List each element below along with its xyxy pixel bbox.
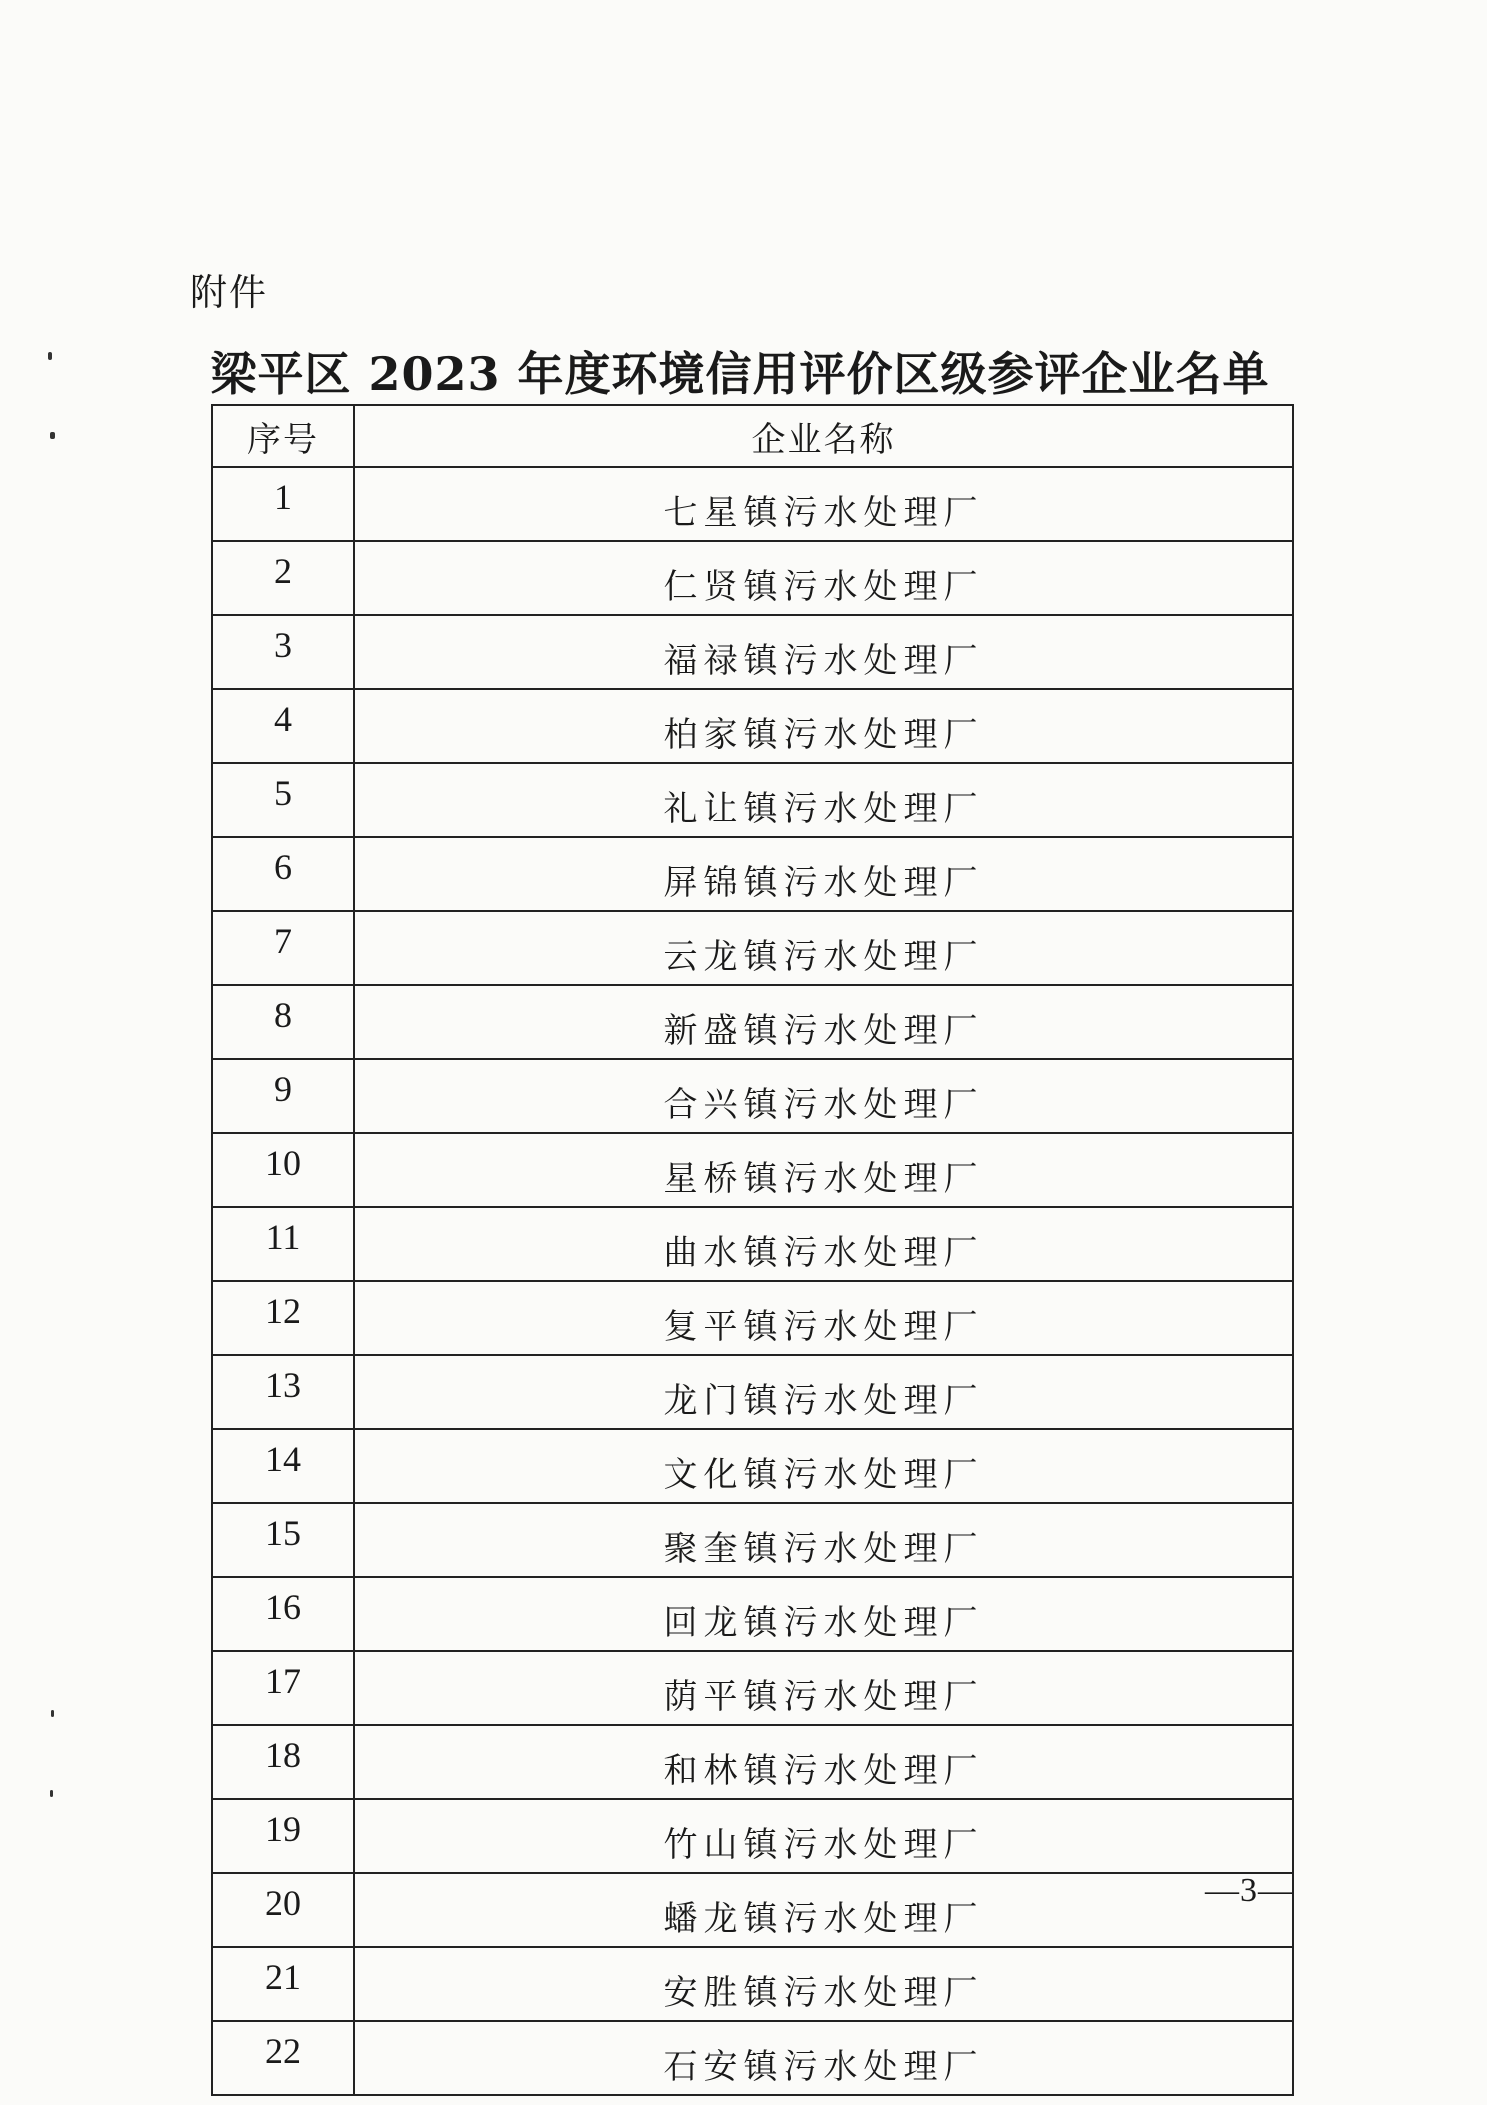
row-seq: 14 [212, 1429, 354, 1503]
table-row [212, 1281, 1293, 1355]
row-seq: 13 [212, 1355, 354, 1429]
table-row [212, 1133, 1293, 1207]
row-enterprise-name: 新盛镇污水处理厂 [354, 985, 1293, 1059]
row-seq: 18 [212, 1725, 354, 1799]
row-enterprise-name: 龙门镇污水处理厂 [354, 1355, 1293, 1429]
row-seq: 20 [212, 1873, 354, 1947]
table-row [212, 837, 1293, 911]
table-row [212, 1651, 1293, 1725]
row-enterprise-name: 回龙镇污水处理厂 [354, 1577, 1293, 1651]
table-row [212, 1207, 1293, 1281]
table-row [212, 689, 1293, 763]
row-seq: 15 [212, 1503, 354, 1577]
row-seq: 8 [212, 985, 354, 1059]
row-enterprise-name: 仁贤镇污水处理厂 [354, 541, 1293, 615]
table-body [212, 467, 1293, 2095]
row-seq: 22 [212, 2021, 354, 2095]
row-enterprise-name: 合兴镇污水处理厂 [354, 1059, 1293, 1133]
table-row [212, 467, 1293, 541]
scan-speck [51, 1710, 54, 1717]
scan-speck [50, 1790, 53, 1797]
scan-speck [48, 352, 52, 360]
scan-speck [50, 432, 55, 439]
table-row [212, 541, 1293, 615]
row-seq: 10 [212, 1133, 354, 1207]
row-enterprise-name: 云龙镇污水处理厂 [354, 911, 1293, 985]
row-seq: 12 [212, 1281, 354, 1355]
row-seq: 21 [212, 1947, 354, 2021]
row-enterprise-name: 福禄镇污水处理厂 [354, 615, 1293, 689]
attachment-label: 附件 [190, 271, 268, 314]
row-seq: 4 [212, 689, 354, 763]
table-row [212, 985, 1293, 1059]
row-enterprise-name: 礼让镇污水处理厂 [354, 763, 1293, 837]
table-row [212, 1947, 1293, 2021]
table-row [212, 2021, 1293, 2095]
header-enterprise-name: 企业名称 [354, 405, 1293, 467]
row-seq: 5 [212, 763, 354, 837]
table-row [212, 1355, 1293, 1429]
row-enterprise-name: 安胜镇污水处理厂 [354, 1947, 1293, 2021]
table-row [212, 1503, 1293, 1577]
row-seq: 2 [212, 541, 354, 615]
table-row [212, 1429, 1293, 1503]
row-enterprise-name: 文化镇污水处理厂 [354, 1429, 1293, 1503]
row-enterprise-name: 屏锦镇污水处理厂 [354, 837, 1293, 911]
table-row [212, 911, 1293, 985]
row-seq: 17 [212, 1651, 354, 1725]
table-header-row [212, 405, 1293, 467]
row-enterprise-name: 复平镇污水处理厂 [354, 1281, 1293, 1355]
table-row [212, 1725, 1293, 1799]
row-enterprise-name: 蟠龙镇污水处理厂 [354, 1873, 1293, 1947]
row-seq: 6 [212, 837, 354, 911]
row-enterprise-name: 和林镇污水处理厂 [354, 1725, 1293, 1799]
row-seq: 11 [212, 1207, 354, 1281]
row-enterprise-name: 七星镇污水处理厂 [354, 467, 1293, 541]
table-row [212, 1577, 1293, 1651]
row-seq: 3 [212, 615, 354, 689]
row-seq: 1 [212, 467, 354, 541]
row-seq: 16 [212, 1577, 354, 1651]
header-seq: 序号 [212, 405, 354, 467]
table-row [212, 763, 1293, 837]
row-seq: 9 [212, 1059, 354, 1133]
table-row [212, 1059, 1293, 1133]
row-enterprise-name: 曲水镇污水处理厂 [354, 1207, 1293, 1281]
row-enterprise-name: 聚奎镇污水处理厂 [354, 1503, 1293, 1577]
enterprise-list-table [211, 404, 1294, 2096]
row-seq: 7 [212, 911, 354, 985]
row-enterprise-name: 竹山镇污水处理厂 [354, 1799, 1293, 1873]
table-row [212, 1873, 1293, 1947]
row-enterprise-name: 柏家镇污水处理厂 [354, 689, 1293, 763]
table-row [212, 1799, 1293, 1873]
row-seq: 19 [212, 1799, 354, 1873]
row-enterprise-name: 石安镇污水处理厂 [354, 2021, 1293, 2095]
row-enterprise-name: 荫平镇污水处理厂 [354, 1651, 1293, 1725]
page-number: —3— [1205, 1872, 1293, 1909]
table-row [212, 615, 1293, 689]
row-enterprise-name: 星桥镇污水处理厂 [354, 1133, 1293, 1207]
document-title: 梁平区 2023 年度环境信用评价区级参评企业名单 [210, 347, 1270, 401]
